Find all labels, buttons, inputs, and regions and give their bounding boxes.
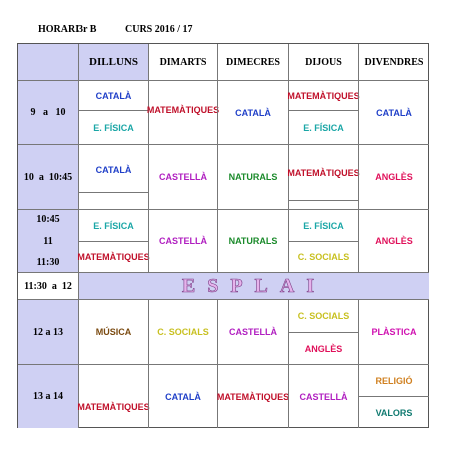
subject-label: CASTELLÀ	[159, 172, 207, 182]
day-label: DIMARTS	[159, 56, 207, 68]
esplai-label: ESPLAI	[181, 274, 327, 297]
subject-label: PLÀSTICA	[371, 327, 417, 337]
subject-label: C. SOCIALS	[297, 311, 350, 321]
subject-label: RELIGIÓ	[375, 375, 413, 386]
subject-label: MATEMÀTIQUES	[146, 105, 220, 115]
time-cell	[18, 364, 78, 428]
subject-label: E. FÍSICA	[93, 220, 134, 231]
header-grup: 3r B	[78, 24, 97, 35]
subject-label: MATEMÀTIQUES	[77, 252, 150, 262]
subject-label: E. FÍSICA	[303, 122, 344, 133]
day-label: DIMECRES	[226, 56, 280, 68]
time-cell	[18, 80, 78, 144]
empty-cell	[78, 192, 148, 209]
subject-label: CATALÀ	[165, 391, 201, 402]
subject-cell	[148, 299, 217, 364]
subject-cell	[358, 80, 429, 144]
subject-label: C. SOCIALS	[157, 327, 209, 337]
subject-cell	[288, 144, 358, 200]
subject-label: ANGLÈS	[304, 343, 343, 354]
subject-cell	[217, 299, 288, 364]
subject-cell	[78, 241, 148, 272]
subject-label: C. SOCIALS	[297, 252, 350, 262]
time-cell	[18, 299, 78, 364]
subject-label: NATURALS	[228, 172, 278, 182]
subject-cell	[148, 209, 217, 272]
subject-label: CATALÀ	[235, 107, 271, 118]
subject-label: MATEMÀTIQUES	[216, 391, 290, 402]
subject-cell	[288, 209, 358, 241]
subject-cell	[78, 80, 148, 110]
subject-cell	[358, 144, 429, 209]
time-label: 11:30	[36, 257, 60, 268]
subject-label: VALORS	[375, 407, 413, 418]
subject-label: CASTELLÀ	[229, 327, 277, 337]
subject-cell	[358, 209, 429, 272]
subject-label: MATEMÀTIQUES	[287, 90, 360, 101]
subject-cell	[78, 110, 148, 144]
corner-cell	[18, 44, 78, 80]
subject-cell	[217, 364, 288, 428]
header-horari: HORARI	[38, 24, 80, 35]
subject-cell	[148, 364, 217, 428]
subject-cell	[78, 299, 148, 364]
subject-label: ANGLÈS	[375, 172, 413, 182]
subject-cell	[217, 209, 288, 272]
subject-cell	[288, 241, 358, 272]
day-header-dilluns	[78, 44, 148, 80]
time-label: 12 a 13	[33, 326, 63, 338]
day-header-dimecres	[217, 44, 288, 80]
time-label: 10 a 10:45	[23, 171, 73, 183]
subject-cell	[146, 80, 220, 144]
time-label: 10:45	[36, 214, 60, 225]
time-label: 13 a 14	[33, 391, 63, 402]
subject-cell	[288, 332, 358, 364]
subject-cell	[288, 80, 358, 110]
time-label: 11:30 a 12	[24, 280, 72, 292]
day-label: DIJOUS	[305, 56, 342, 68]
subject-cell	[217, 80, 288, 144]
subject-label: CATALÀ	[376, 107, 412, 118]
esplai-banner	[78, 272, 429, 299]
subject-cell	[288, 110, 358, 144]
subject-label: MATEMÀTIQUES	[287, 167, 360, 178]
subject-cell	[288, 299, 358, 332]
subject-cell	[78, 209, 148, 241]
time-cell	[18, 272, 78, 299]
subject-label: CASTELLÀ	[299, 391, 348, 402]
subject-cell	[358, 299, 429, 364]
subject-cell	[78, 144, 148, 192]
subject-label: ANGLÈS	[375, 236, 413, 246]
day-header-dijous	[288, 44, 358, 80]
subject-cell	[148, 144, 217, 209]
subject-label: NATURALS	[228, 236, 278, 246]
subject-label: MATEMÀTIQUES	[77, 402, 150, 412]
subject-label: E. FÍSICA	[93, 122, 134, 133]
subject-cell	[358, 396, 429, 428]
day-label: DIVENDRES	[364, 56, 424, 68]
subject-cell	[78, 364, 148, 428]
time-cell	[18, 144, 78, 209]
subject-cell	[358, 364, 429, 396]
subject-cell	[217, 144, 288, 209]
subject-label: E. FÍSICA	[303, 220, 344, 231]
time-cell	[18, 209, 78, 272]
day-label: DILLUNS	[89, 56, 138, 68]
subject-label: CATALÀ	[95, 165, 132, 175]
subject-cell	[288, 364, 358, 428]
subject-label: CATALÀ	[95, 90, 132, 101]
schedule-table	[17, 43, 429, 428]
subject-label: MÚSICA	[95, 327, 132, 337]
time-label: 9 a 10	[30, 107, 66, 118]
header-curs: CURS 2016 / 17	[125, 24, 193, 35]
empty-cell	[288, 200, 358, 209]
day-header-dimarts	[148, 44, 217, 80]
subject-label: CASTELLÀ	[159, 236, 207, 246]
day-header-divendres	[358, 44, 429, 80]
time-label: 11	[43, 235, 53, 247]
